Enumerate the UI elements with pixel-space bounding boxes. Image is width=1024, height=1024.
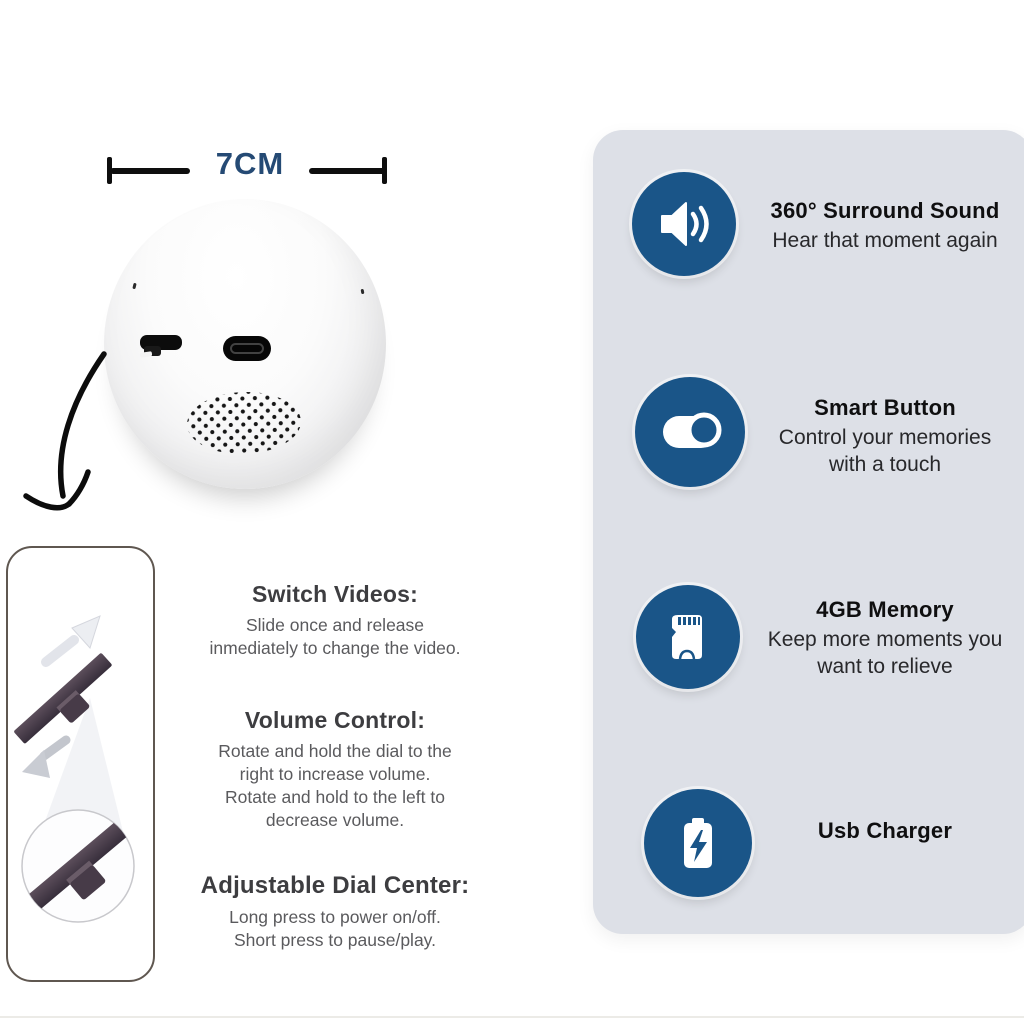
instruction-line: Short press to pause/play.	[233, 930, 436, 950]
switch-zoom-illustration	[8, 548, 153, 980]
slide-down-arrow-icon	[22, 740, 66, 778]
instruction-switch-videos	[168, 581, 502, 660]
slider-switch-highlight	[140, 351, 153, 358]
feature-surround-sound	[740, 198, 1024, 254]
instruction-line: inmediately to change the video.	[209, 638, 461, 658]
instruction-line: Rotate and hold to the left to	[225, 787, 445, 807]
curved-arrow-icon	[18, 350, 128, 535]
switch-zoom-panel	[6, 546, 155, 982]
slide-up-arrow-icon	[46, 616, 100, 662]
instruction-line: Rotate and hold the dial to the	[218, 741, 452, 761]
instruction-volume-control	[168, 707, 502, 832]
instruction-line: decrease volume.	[265, 810, 405, 830]
speaker-hole-grid	[186, 390, 302, 456]
instruction-line: Slide once and release	[245, 615, 425, 635]
feature-title: 4GB Memory	[816, 597, 954, 622]
measure-right-cap	[382, 157, 387, 184]
usb-c-port	[223, 336, 271, 361]
feature-usb-charger	[740, 818, 1024, 844]
sd-card-icon	[636, 585, 740, 689]
instruction-title: Volume Control:	[244, 707, 426, 733]
mic-hole-right	[361, 289, 365, 294]
feature-title: 360° Surround Sound	[770, 198, 1000, 223]
feature-title: Usb Charger	[817, 818, 953, 843]
battery-charging-icon	[644, 789, 752, 897]
feature-line: Control your memories	[778, 426, 992, 449]
instruction-title: Switch Videos:	[252, 581, 418, 607]
toggle-switch-icon	[635, 377, 745, 487]
bottom-divider	[0, 1016, 1024, 1018]
dimension-label: 7CM	[215, 146, 285, 181]
mic-hole-left	[132, 283, 136, 290]
feature-smart-button	[740, 395, 1024, 478]
measure-right-line	[309, 168, 385, 174]
features-card	[593, 130, 1024, 934]
feature-memory	[740, 597, 1024, 680]
feature-title: Smart Button	[814, 395, 956, 420]
feature-line: Keep more moments you	[767, 628, 1003, 651]
instruction-adjustable-dial	[158, 872, 512, 952]
instruction-line: right to increase volume.	[239, 764, 431, 784]
instruction-line: Long press to power on/off.	[229, 907, 441, 927]
usb-c-slot	[230, 343, 264, 354]
feature-line: want to relieve	[817, 655, 953, 678]
feature-line: Hear that moment again	[772, 229, 998, 252]
feature-line: with a touch	[828, 453, 942, 476]
speaker-sound-icon	[632, 172, 736, 276]
device-top-view	[104, 199, 386, 489]
measure-left-line	[110, 168, 190, 174]
instruction-title: Adjustable Dial Center:	[200, 872, 470, 899]
